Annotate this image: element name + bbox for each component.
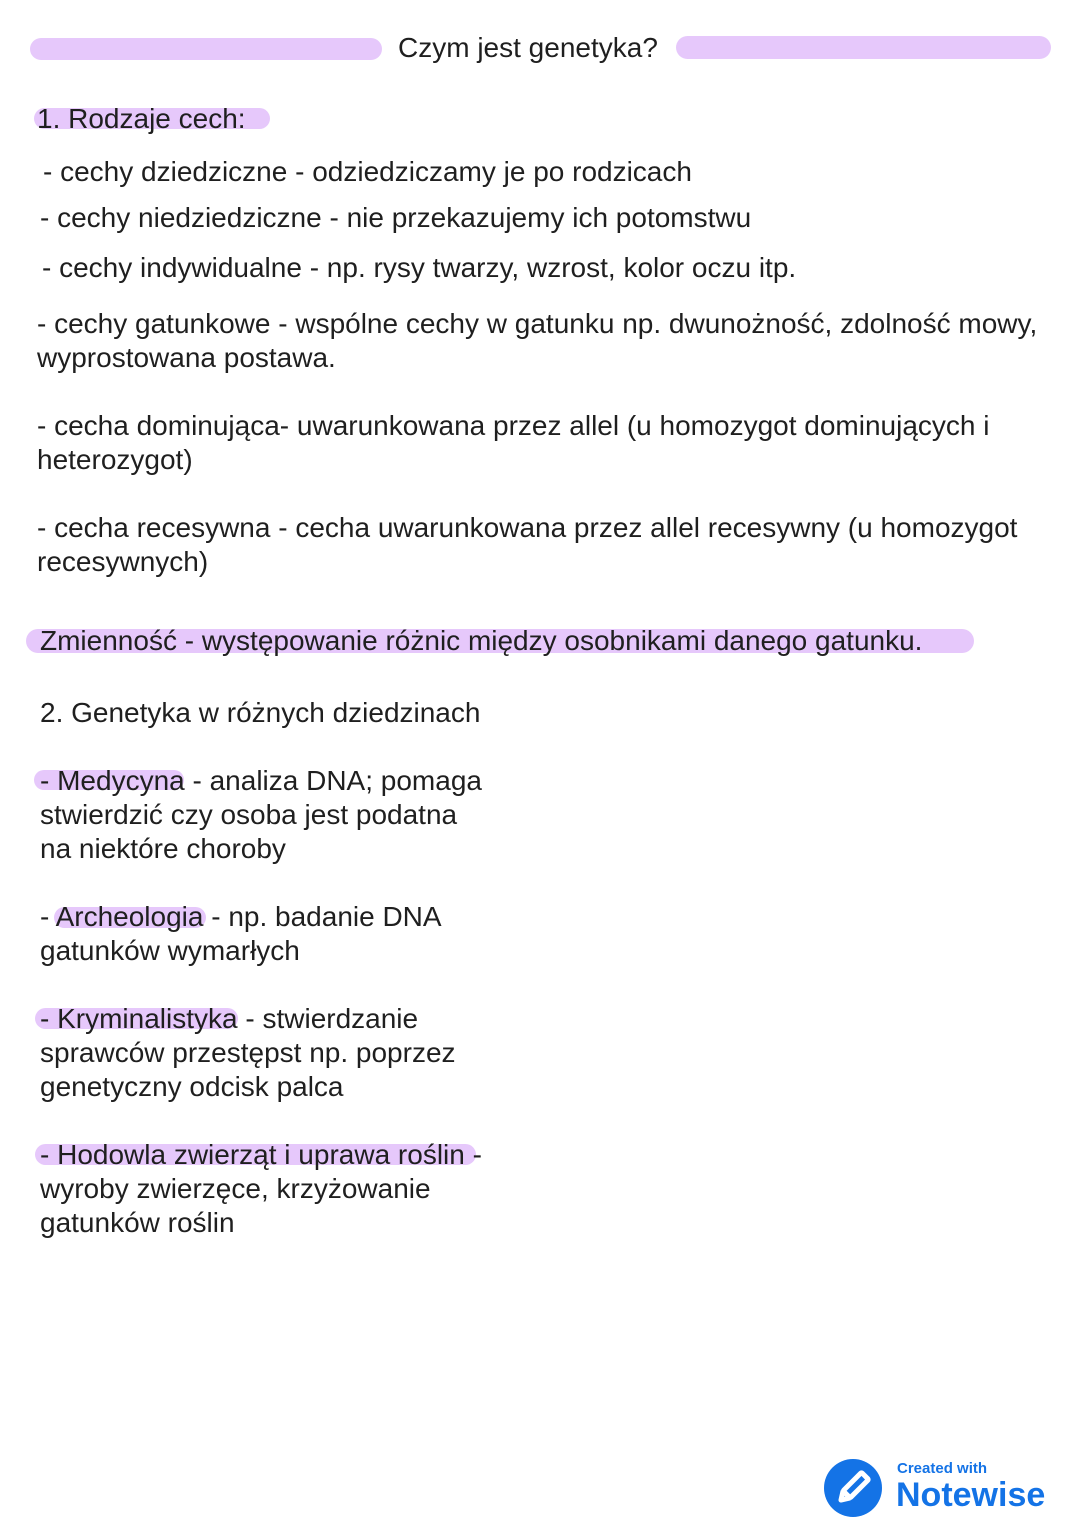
title-highlight-right bbox=[676, 36, 1051, 59]
hodowla-term: - Hodowla zwierząt i uprawa roślin bbox=[40, 1139, 465, 1170]
cecha-dominujaca-line1: - cecha dominująca- uwarunkowana przez allel (u homozygot dominujących i bbox=[37, 410, 990, 441]
medycyna-line3: na niektóre choroby bbox=[40, 833, 286, 864]
section2-heading: 2. Genetyka w różnych dziedzinach bbox=[40, 697, 481, 728]
kryminalistyka-desc: - stwierdzanie bbox=[237, 1003, 419, 1034]
archeologia-line1 bbox=[40, 900, 442, 934]
medycyna-term: - Medycyna bbox=[40, 765, 185, 796]
medycyna-desc: - analiza DNA; pomaga bbox=[184, 765, 482, 796]
archeologia-prefix: - bbox=[40, 901, 56, 932]
medycyna-line2: stwierdzić czy osoba jest podatna bbox=[40, 799, 458, 830]
notewise-logo-badge bbox=[824, 1459, 882, 1517]
created-with-label: Created with bbox=[897, 1460, 988, 1477]
cecha-recesywna-line2: recesywnych) bbox=[37, 546, 209, 577]
title-highlight-left bbox=[30, 38, 382, 60]
kryminalistyka-line1 bbox=[40, 1002, 418, 1036]
archeologia-desc: - np. badanie DNA bbox=[203, 901, 442, 932]
kryminalistyka-term: - Kryminalistyka bbox=[40, 1003, 238, 1034]
hodowla-line2: wyroby zwierzęce, krzyżowanie bbox=[40, 1173, 431, 1204]
kryminalistyka-line2: sprawców przestępst np. poprzez bbox=[40, 1037, 456, 1068]
notewise-logo bbox=[824, 1456, 1064, 1520]
notewise-brand: Notewise bbox=[896, 1476, 1046, 1514]
archeologia-term: Archeologia bbox=[55, 901, 204, 932]
page-title: Czym jest genetyka? bbox=[398, 32, 658, 63]
cechy-gatunkowe-line2: wyprostowana postawa. bbox=[37, 342, 336, 373]
cechy-gatunkowe-line1: - cechy gatunkowe - wspólne cechy w gatunku np. dwunożność, zdolność mowy, bbox=[37, 308, 1038, 339]
hodowla-line3: gatunków roślin bbox=[40, 1207, 235, 1238]
archeologia-line2: gatunków wymarłych bbox=[40, 935, 300, 966]
kryminalistyka-line3: genetyczny odcisk palca bbox=[40, 1071, 344, 1102]
list-item-cechy-niedziedziczne: - cechy niedziedziczne - nie przekazujemy ich potomstwu bbox=[40, 202, 752, 233]
zmiennosc-definition: Zmienność - występowanie różnic między osobnikami danego gatunku. bbox=[40, 625, 923, 656]
hodowla-desc: - bbox=[464, 1139, 482, 1170]
cecha-recesywna-line1: - cecha recesywna - cecha uwarunkowana przez allel recesywny (u homozygot bbox=[37, 512, 1018, 543]
cecha-dominujaca-line2: heterozygot) bbox=[37, 444, 193, 475]
medycyna-line1 bbox=[40, 764, 482, 798]
pencil-icon bbox=[824, 1459, 882, 1517]
list-item-cechy-indywidualne: - cechy indywidualne - np. rysy twarzy, wzrost, kolor oczu itp. bbox=[42, 252, 797, 283]
list-item-cechy-dziedziczne: - cechy dziedziczne - odziedziczamy je po rodzicach bbox=[43, 156, 692, 187]
section1-heading: 1. Rodzaje cech: bbox=[37, 103, 246, 134]
hodowla-line1 bbox=[40, 1138, 482, 1172]
